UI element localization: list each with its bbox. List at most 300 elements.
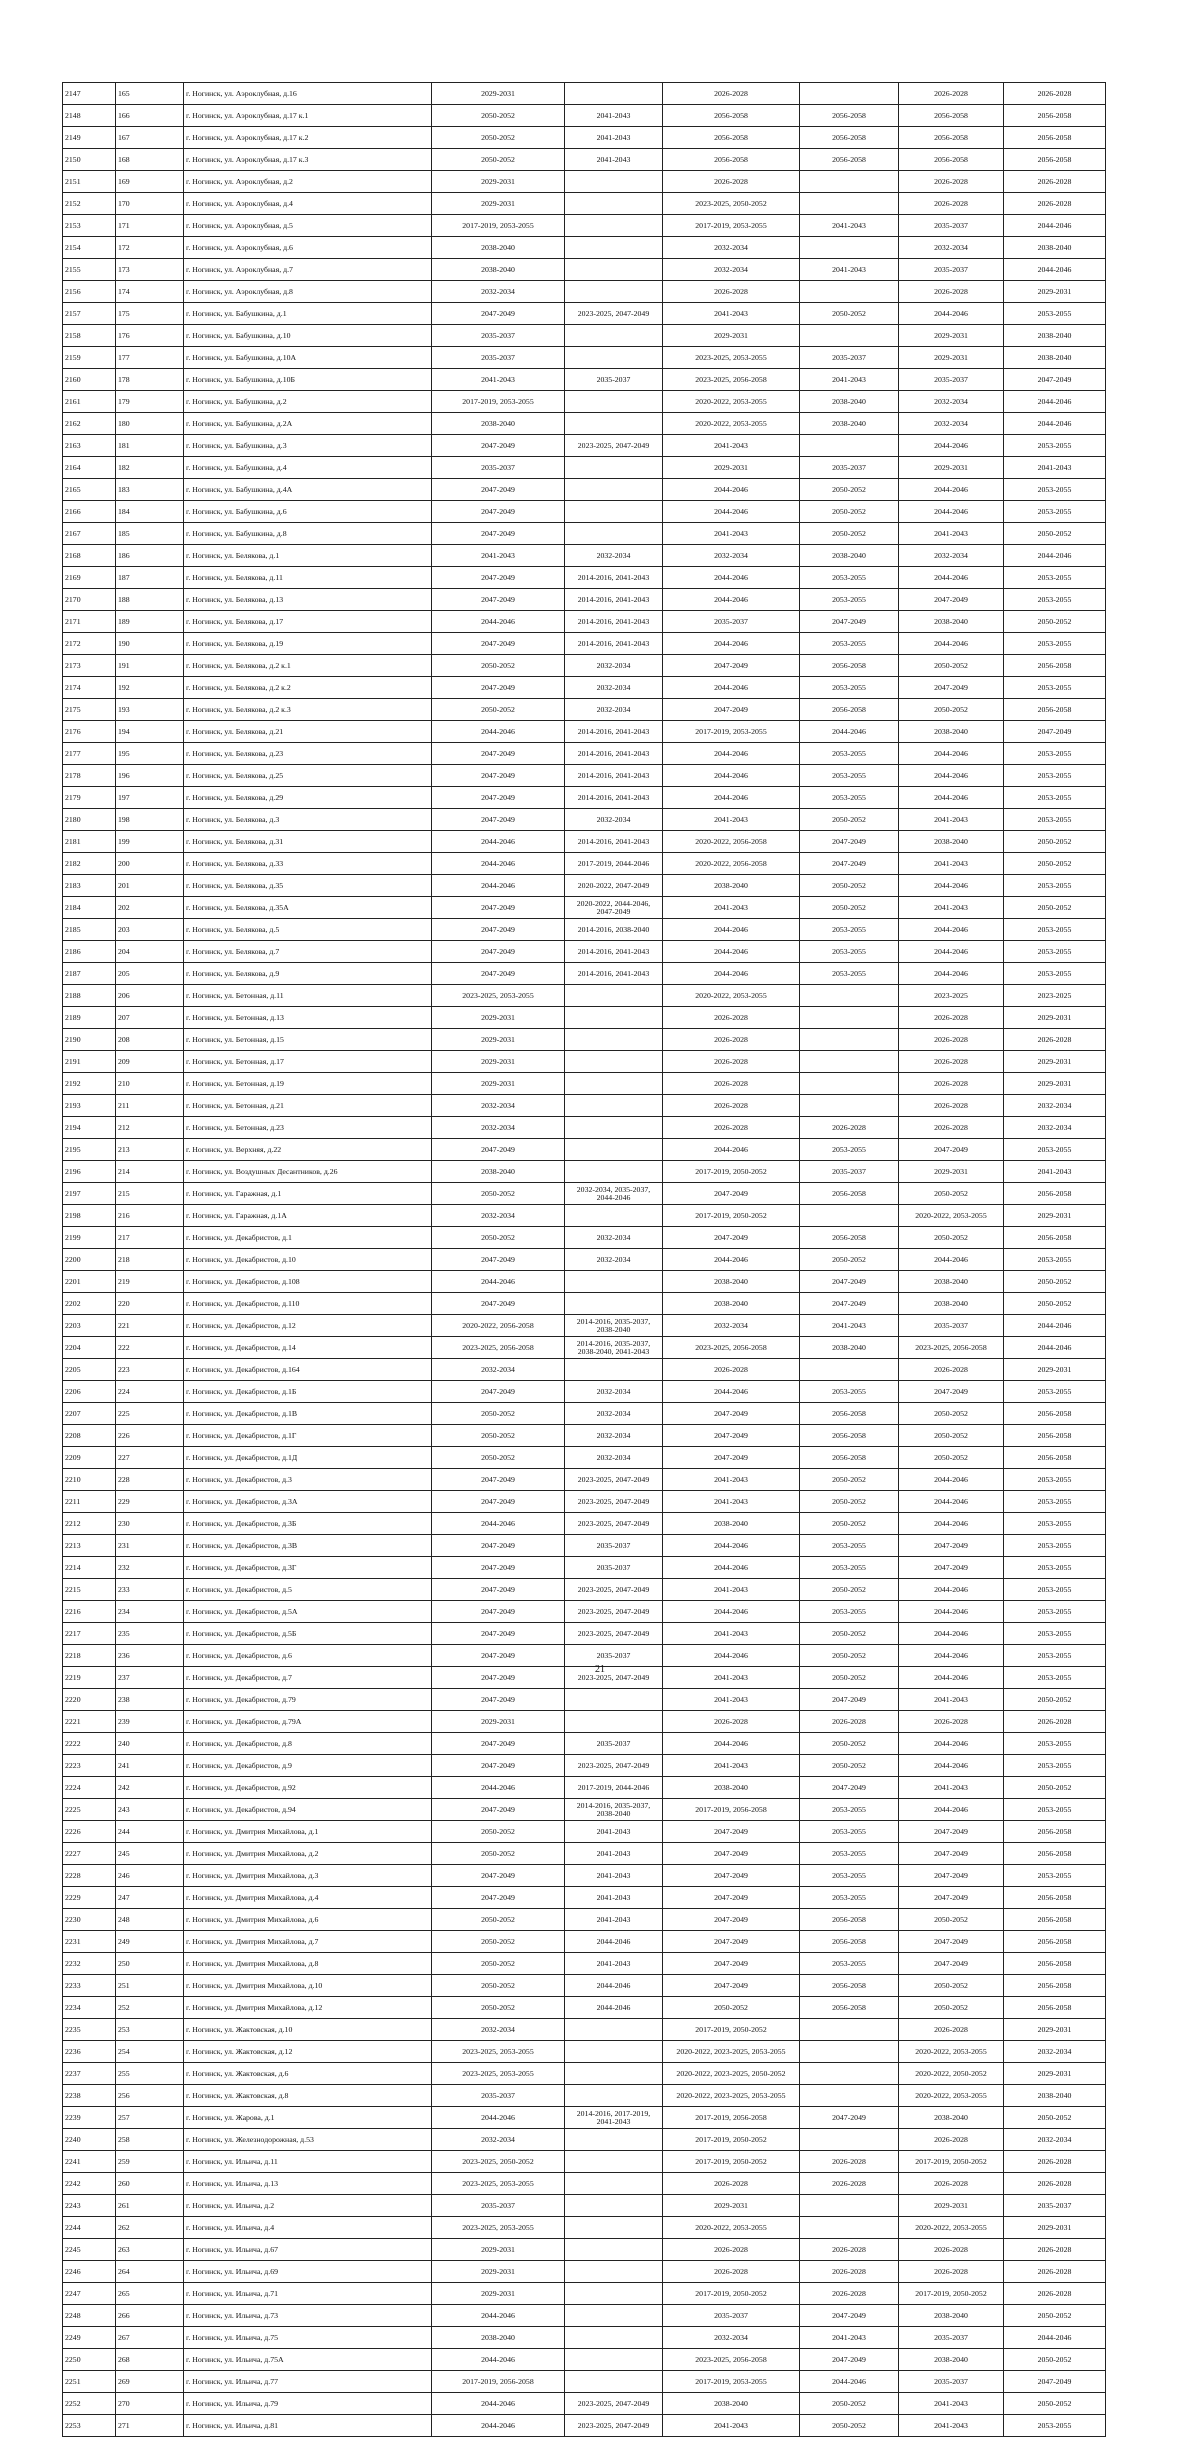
- period-3-cell: 2023-2025, 2056-2058: [663, 369, 800, 391]
- item-number-cell: 196: [116, 765, 184, 787]
- address-cell: г. Ногинск, ул. Белякова, д.2 к.3: [184, 699, 432, 721]
- period-3-cell: 2017-2019, 2050-2052: [663, 2129, 800, 2151]
- period-3-cell: 2017-2019, 2053-2055: [663, 2371, 800, 2393]
- row-number-cell: 2210: [63, 1469, 116, 1491]
- table-row: [63, 523, 1106, 545]
- row-number-cell: 2231: [63, 1931, 116, 1953]
- period-6-cell: 2032-2034: [1004, 1095, 1106, 1117]
- period-3-cell: 2044-2046: [663, 963, 800, 985]
- period-3-cell: 2032-2034: [663, 259, 800, 281]
- period-6-cell: 2023-2025: [1004, 985, 1106, 1007]
- period-6-cell: 2041-2043: [1004, 457, 1106, 479]
- table-row: [63, 2283, 1106, 2305]
- table-body: [63, 83, 1106, 2437]
- table-row: [63, 589, 1106, 611]
- item-number-cell: 239: [116, 1711, 184, 1733]
- period-6-cell: 2053-2055: [1004, 633, 1106, 655]
- row-number-cell: 2244: [63, 2217, 116, 2239]
- period-6-cell: 2050-2052: [1004, 1293, 1106, 1315]
- item-number-cell: 186: [116, 545, 184, 567]
- period-1-cell: 2050-2052: [432, 1975, 565, 1997]
- period-6-cell: 2053-2055: [1004, 1601, 1106, 1623]
- period-5-cell: 2026-2028: [899, 193, 1004, 215]
- period-1-cell: 2029-2031: [432, 193, 565, 215]
- period-2-cell: 2032-2034: [565, 1227, 663, 1249]
- period-3-cell: 2047-2049: [663, 1953, 800, 1975]
- period-4-cell: [800, 1029, 899, 1051]
- period-3-cell: 2017-2019, 2050-2052: [663, 2283, 800, 2305]
- period-2-cell: [565, 2019, 663, 2041]
- period-4-cell: 2056-2058: [800, 127, 899, 149]
- period-3-cell: 2029-2031: [663, 2195, 800, 2217]
- row-number-cell: 2246: [63, 2261, 116, 2283]
- period-1-cell: 2029-2031: [432, 2261, 565, 2283]
- item-number-cell: 237: [116, 1667, 184, 1689]
- item-number-cell: 248: [116, 1909, 184, 1931]
- table-row: [63, 1205, 1106, 1227]
- period-6-cell: 2056-2058: [1004, 127, 1106, 149]
- period-2-cell: [565, 1293, 663, 1315]
- period-4-cell: 2053-2055: [800, 1887, 899, 1909]
- period-2-cell: 2041-2043: [565, 1953, 663, 1975]
- item-number-cell: 221: [116, 1315, 184, 1337]
- period-2-cell: [565, 1007, 663, 1029]
- period-3-cell: 2038-2040: [663, 875, 800, 897]
- row-number-cell: 2207: [63, 1403, 116, 1425]
- period-4-cell: 2047-2049: [800, 831, 899, 853]
- table-row: [63, 435, 1106, 457]
- period-6-cell: 2029-2031: [1004, 2019, 1106, 2041]
- row-number-cell: 2147: [63, 83, 116, 105]
- item-number-cell: 213: [116, 1139, 184, 1161]
- period-2-cell: 2023-2025, 2047-2049: [565, 1469, 663, 1491]
- table-row: [63, 1073, 1106, 1095]
- table-row: [63, 193, 1106, 215]
- period-5-cell: 2026-2028: [899, 1007, 1004, 1029]
- item-number-cell: 264: [116, 2261, 184, 2283]
- address-cell: г. Ногинск, ул. Декабристов, д.1Б: [184, 1381, 432, 1403]
- period-4-cell: 2053-2055: [800, 677, 899, 699]
- table-row: [63, 1843, 1106, 1865]
- period-5-cell: 2026-2028: [899, 2129, 1004, 2151]
- table-row: [63, 2041, 1106, 2063]
- period-4-cell: 2047-2049: [800, 1689, 899, 1711]
- address-cell: г. Ногинск, ул. Декабристов, д.1Г: [184, 1425, 432, 1447]
- period-4-cell: 2056-2058: [800, 655, 899, 677]
- period-2-cell: 2032-2034: [565, 1381, 663, 1403]
- period-4-cell: 2041-2043: [800, 1315, 899, 1337]
- period-4-cell: 2056-2058: [800, 1997, 899, 2019]
- period-1-cell: 2047-2049: [432, 523, 565, 545]
- period-3-cell: 2044-2046: [663, 633, 800, 655]
- row-number-cell: 2222: [63, 1733, 116, 1755]
- table-row: [63, 457, 1106, 479]
- item-number-cell: 205: [116, 963, 184, 985]
- period-1-cell: 2044-2046: [432, 831, 565, 853]
- table-row: [63, 259, 1106, 281]
- item-number-cell: 209: [116, 1051, 184, 1073]
- item-number-cell: 216: [116, 1205, 184, 1227]
- period-1-cell: 2017-2019, 2053-2055: [432, 391, 565, 413]
- period-2-cell: [565, 457, 663, 479]
- row-number-cell: 2228: [63, 1865, 116, 1887]
- period-2-cell: 2014-2016, 2041-2043: [565, 963, 663, 985]
- period-3-cell: 2047-2049: [663, 1183, 800, 1205]
- period-3-cell: 2026-2028: [663, 1073, 800, 1095]
- period-2-cell: 2023-2025, 2047-2049: [565, 303, 663, 325]
- row-number-cell: 2162: [63, 413, 116, 435]
- address-cell: г. Ногинск, ул. Жарова, д.1: [184, 2107, 432, 2129]
- period-3-cell: 2047-2049: [663, 655, 800, 677]
- table-row: [63, 1271, 1106, 1293]
- period-3-cell: 2041-2043: [663, 1667, 800, 1689]
- table-row: [63, 171, 1106, 193]
- period-3-cell: 2047-2049: [663, 1821, 800, 1843]
- period-4-cell: 2026-2028: [800, 2151, 899, 2173]
- address-cell: г. Ногинск, ул. Дмитрия Михайлова, д.2: [184, 1843, 432, 1865]
- period-6-cell: 2053-2055: [1004, 919, 1106, 941]
- period-1-cell: 2023-2025, 2053-2055: [432, 2173, 565, 2195]
- period-1-cell: 2047-2049: [432, 1535, 565, 1557]
- period-4-cell: 2056-2058: [800, 1425, 899, 1447]
- period-5-cell: 2038-2040: [899, 611, 1004, 633]
- item-number-cell: 251: [116, 1975, 184, 1997]
- row-number-cell: 2192: [63, 1073, 116, 1095]
- row-number-cell: 2175: [63, 699, 116, 721]
- address-cell: г. Ногинск, ул. Аэроклубная, д.16: [184, 83, 432, 105]
- table-row: [63, 1755, 1106, 1777]
- period-2-cell: [565, 1205, 663, 1227]
- period-6-cell: 2053-2055: [1004, 1623, 1106, 1645]
- period-4-cell: [800, 1359, 899, 1381]
- period-2-cell: [565, 2239, 663, 2261]
- period-4-cell: [800, 83, 899, 105]
- address-cell: г. Ногинск, ул. Белякова, д.33: [184, 853, 432, 875]
- item-number-cell: 269: [116, 2371, 184, 2393]
- period-2-cell: [565, 2327, 663, 2349]
- table-row: [63, 1711, 1106, 1733]
- period-5-cell: 2044-2046: [899, 633, 1004, 655]
- row-number-cell: 2168: [63, 545, 116, 567]
- period-5-cell: 2038-2040: [899, 831, 1004, 853]
- period-3-cell: 2044-2046: [663, 1645, 800, 1667]
- period-5-cell: 2041-2043: [899, 523, 1004, 545]
- period-3-cell: 2047-2049: [663, 1425, 800, 1447]
- period-6-cell: 2053-2055: [1004, 963, 1106, 985]
- period-5-cell: 2026-2028: [899, 1117, 1004, 1139]
- address-cell: г. Ногинск, ул. Декабристов, д.5Б: [184, 1623, 432, 1645]
- address-cell: г. Ногинск, ул. Ильича, д.71: [184, 2283, 432, 2305]
- table-row: [63, 2415, 1106, 2437]
- item-number-cell: 215: [116, 1183, 184, 1205]
- period-5-cell: 2029-2031: [899, 325, 1004, 347]
- item-number-cell: 181: [116, 435, 184, 457]
- period-6-cell: 2050-2052: [1004, 2305, 1106, 2327]
- address-cell: г. Ногинск, ул. Бабушкина, д.1: [184, 303, 432, 325]
- period-5-cell: 2032-2034: [899, 545, 1004, 567]
- period-3-cell: 2026-2028: [663, 1359, 800, 1381]
- period-4-cell: 2053-2055: [800, 765, 899, 787]
- item-number-cell: 234: [116, 1601, 184, 1623]
- period-4-cell: 2050-2052: [800, 1249, 899, 1271]
- period-2-cell: [565, 985, 663, 1007]
- period-4-cell: 2047-2049: [800, 1271, 899, 1293]
- period-5-cell: 2032-2034: [899, 413, 1004, 435]
- period-2-cell: [565, 2349, 663, 2371]
- period-4-cell: 2053-2055: [800, 1953, 899, 1975]
- period-6-cell: 2044-2046: [1004, 259, 1106, 281]
- item-number-cell: 231: [116, 1535, 184, 1557]
- period-4-cell: 2026-2028: [800, 2261, 899, 2283]
- period-4-cell: 2050-2052: [800, 479, 899, 501]
- period-3-cell: 2017-2019, 2050-2052: [663, 2151, 800, 2173]
- period-5-cell: 2038-2040: [899, 2349, 1004, 2371]
- period-3-cell: 2047-2049: [663, 699, 800, 721]
- period-4-cell: [800, 1051, 899, 1073]
- period-2-cell: [565, 237, 663, 259]
- table-row: [63, 1315, 1106, 1337]
- period-3-cell: 2044-2046: [663, 1733, 800, 1755]
- period-6-cell: 2044-2046: [1004, 1315, 1106, 1337]
- address-cell: г. Ногинск, ул. Гаражная, д.1: [184, 1183, 432, 1205]
- period-5-cell: 2041-2043: [899, 853, 1004, 875]
- period-2-cell: [565, 2173, 663, 2195]
- row-number-cell: 2251: [63, 2371, 116, 2393]
- period-2-cell: 2014-2016, 2041-2043: [565, 589, 663, 611]
- period-6-cell: 2026-2028: [1004, 1711, 1106, 1733]
- period-4-cell: 2026-2028: [800, 1711, 899, 1733]
- period-5-cell: 2026-2028: [899, 2173, 1004, 2195]
- period-4-cell: 2053-2055: [800, 1535, 899, 1557]
- row-number-cell: 2155: [63, 259, 116, 281]
- period-2-cell: 2041-2043: [565, 1821, 663, 1843]
- period-5-cell: 2032-2034: [899, 391, 1004, 413]
- period-1-cell: 2044-2046: [432, 2415, 565, 2437]
- table-row: [63, 985, 1106, 1007]
- period-2-cell: [565, 325, 663, 347]
- period-2-cell: 2035-2037: [565, 1733, 663, 1755]
- period-2-cell: 2032-2034: [565, 1249, 663, 1271]
- item-number-cell: 261: [116, 2195, 184, 2217]
- address-cell: г. Ногинск, ул. Декабристов, д.79А: [184, 1711, 432, 1733]
- row-number-cell: 2247: [63, 2283, 116, 2305]
- period-6-cell: 2053-2055: [1004, 1645, 1106, 1667]
- period-6-cell: 2038-2040: [1004, 347, 1106, 369]
- period-1-cell: 2038-2040: [432, 237, 565, 259]
- table-row: [63, 919, 1106, 941]
- address-cell: г. Ногинск, ул. Ильича, д.75: [184, 2327, 432, 2349]
- period-1-cell: 2047-2049: [432, 1491, 565, 1513]
- period-5-cell: 2026-2028: [899, 1051, 1004, 1073]
- period-3-cell: 2020-2022, 2023-2025, 2050-2052: [663, 2063, 800, 2085]
- item-number-cell: 208: [116, 1029, 184, 1051]
- item-number-cell: 224: [116, 1381, 184, 1403]
- table-row: [63, 105, 1106, 127]
- period-1-cell: 2041-2043: [432, 545, 565, 567]
- period-4-cell: [800, 2019, 899, 2041]
- item-number-cell: 263: [116, 2239, 184, 2261]
- item-number-cell: 270: [116, 2393, 184, 2415]
- period-3-cell: 2026-2028: [663, 83, 800, 105]
- item-number-cell: 271: [116, 2415, 184, 2437]
- address-cell: г. Ногинск, ул. Бабушкина, д.2: [184, 391, 432, 413]
- address-cell: г. Ногинск, ул. Белякова, д.23: [184, 743, 432, 765]
- row-number-cell: 2169: [63, 567, 116, 589]
- period-6-cell: 2053-2055: [1004, 1139, 1106, 1161]
- table-row: [63, 1865, 1106, 1887]
- address-cell: г. Ногинск, ул. Бабушкина, д.10А: [184, 347, 432, 369]
- address-cell: г. Ногинск, ул. Аэроклубная, д.17 к.3: [184, 149, 432, 171]
- row-number-cell: 2237: [63, 2063, 116, 2085]
- address-cell: г. Ногинск, ул. Декабристов, д.94: [184, 1799, 432, 1821]
- table-row: [63, 1557, 1106, 1579]
- period-6-cell: 2053-2055: [1004, 501, 1106, 523]
- period-1-cell: 2032-2034: [432, 2129, 565, 2151]
- item-number-cell: 202: [116, 897, 184, 919]
- row-number-cell: 2193: [63, 1095, 116, 1117]
- address-cell: г. Ногинск, ул. Белякова, д.19: [184, 633, 432, 655]
- row-number-cell: 2157: [63, 303, 116, 325]
- period-6-cell: 2053-2055: [1004, 1513, 1106, 1535]
- table-row: [63, 567, 1106, 589]
- period-2-cell: [565, 1095, 663, 1117]
- address-cell: г. Ногинск, ул. Декабристов, д.5А: [184, 1601, 432, 1623]
- address-cell: г. Ногинск, ул. Жактовская, д.12: [184, 2041, 432, 2063]
- row-number-cell: 2176: [63, 721, 116, 743]
- period-4-cell: 2056-2058: [800, 1227, 899, 1249]
- row-number-cell: 2230: [63, 1909, 116, 1931]
- period-1-cell: 2044-2046: [432, 1271, 565, 1293]
- item-number-cell: 187: [116, 567, 184, 589]
- period-1-cell: 2047-2049: [432, 963, 565, 985]
- table-row: [63, 611, 1106, 633]
- period-3-cell: 2017-2019, 2056-2058: [663, 2107, 800, 2129]
- address-cell: г. Ногинск, ул. Бетонная, д.21: [184, 1095, 432, 1117]
- period-3-cell: 2044-2046: [663, 1535, 800, 1557]
- period-5-cell: 2044-2046: [899, 941, 1004, 963]
- table-row: [63, 369, 1106, 391]
- period-4-cell: [800, 2085, 899, 2107]
- period-3-cell: 2026-2028: [663, 2261, 800, 2283]
- period-6-cell: 2044-2046: [1004, 215, 1106, 237]
- period-3-cell: 2038-2040: [663, 1777, 800, 1799]
- row-number-cell: 2170: [63, 589, 116, 611]
- period-5-cell: 2044-2046: [899, 787, 1004, 809]
- period-4-cell: 2053-2055: [800, 1865, 899, 1887]
- period-2-cell: [565, 2305, 663, 2327]
- row-number-cell: 2161: [63, 391, 116, 413]
- period-4-cell: 2050-2052: [800, 1645, 899, 1667]
- table-row: [63, 633, 1106, 655]
- address-cell: г. Ногинск, ул. Декабристов, д.110: [184, 1293, 432, 1315]
- row-number-cell: 2196: [63, 1161, 116, 1183]
- row-number-cell: 2219: [63, 1667, 116, 1689]
- period-6-cell: 2026-2028: [1004, 193, 1106, 215]
- period-6-cell: 2050-2052: [1004, 1777, 1106, 1799]
- period-4-cell: [800, 171, 899, 193]
- period-4-cell: 2047-2049: [800, 2107, 899, 2129]
- table-row: [63, 1183, 1106, 1205]
- row-number-cell: 2179: [63, 787, 116, 809]
- period-1-cell: 2038-2040: [432, 259, 565, 281]
- table-row: [63, 479, 1106, 501]
- row-number-cell: 2238: [63, 2085, 116, 2107]
- period-6-cell: 2026-2028: [1004, 2239, 1106, 2261]
- period-3-cell: 2038-2040: [663, 1293, 800, 1315]
- row-number-cell: 2224: [63, 1777, 116, 1799]
- period-6-cell: 2050-2052: [1004, 853, 1106, 875]
- period-2-cell: 2032-2034: [565, 1425, 663, 1447]
- period-3-cell: 2023-2025, 2056-2058: [663, 1337, 800, 1359]
- period-4-cell: 2047-2049: [800, 1293, 899, 1315]
- period-3-cell: 2044-2046: [663, 1557, 800, 1579]
- row-number-cell: 2243: [63, 2195, 116, 2217]
- table-row: [63, 83, 1106, 105]
- period-3-cell: 2017-2019, 2056-2058: [663, 1799, 800, 1821]
- period-6-cell: 2053-2055: [1004, 1667, 1106, 1689]
- period-2-cell: 2023-2025, 2047-2049: [565, 1601, 663, 1623]
- period-5-cell: 2047-2049: [899, 1139, 1004, 1161]
- row-number-cell: 2232: [63, 1953, 116, 1975]
- table-row: [63, 1139, 1106, 1161]
- period-5-cell: 2047-2049: [899, 1557, 1004, 1579]
- period-3-cell: 2017-2019, 2050-2052: [663, 1205, 800, 1227]
- item-number-cell: 238: [116, 1689, 184, 1711]
- period-1-cell: 2044-2046: [432, 2349, 565, 2371]
- period-4-cell: 2026-2028: [800, 2239, 899, 2261]
- period-2-cell: 2032-2034: [565, 545, 663, 567]
- period-6-cell: 2026-2028: [1004, 2151, 1106, 2173]
- table-row: [63, 2173, 1106, 2195]
- period-2-cell: [565, 523, 663, 545]
- period-3-cell: 2029-2031: [663, 325, 800, 347]
- item-number-cell: 262: [116, 2217, 184, 2239]
- address-cell: г. Ногинск, ул. Жактовская, д.8: [184, 2085, 432, 2107]
- period-1-cell: 2050-2052: [432, 1997, 565, 2019]
- period-5-cell: 2047-2049: [899, 1865, 1004, 1887]
- period-3-cell: 2047-2049: [663, 1227, 800, 1249]
- row-number-cell: 2218: [63, 1645, 116, 1667]
- period-4-cell: 2047-2049: [800, 2305, 899, 2327]
- period-5-cell: 2026-2028: [899, 83, 1004, 105]
- item-number-cell: 233: [116, 1579, 184, 1601]
- row-number-cell: 2209: [63, 1447, 116, 1469]
- row-number-cell: 2240: [63, 2129, 116, 2151]
- period-5-cell: 2044-2046: [899, 567, 1004, 589]
- period-4-cell: [800, 985, 899, 1007]
- period-4-cell: [800, 325, 899, 347]
- item-number-cell: 250: [116, 1953, 184, 1975]
- item-number-cell: 170: [116, 193, 184, 215]
- period-6-cell: 2044-2046: [1004, 1337, 1106, 1359]
- period-4-cell: 2053-2055: [800, 589, 899, 611]
- period-5-cell: 2044-2046: [899, 875, 1004, 897]
- period-2-cell: 2014-2016, 2041-2043: [565, 611, 663, 633]
- table-row: [63, 2261, 1106, 2283]
- row-number-cell: 2181: [63, 831, 116, 853]
- period-6-cell: 2047-2049: [1004, 2371, 1106, 2393]
- period-1-cell: 2047-2049: [432, 1865, 565, 1887]
- item-number-cell: 254: [116, 2041, 184, 2063]
- item-number-cell: 268: [116, 2349, 184, 2371]
- period-1-cell: 2047-2049: [432, 1755, 565, 1777]
- period-4-cell: [800, 281, 899, 303]
- period-3-cell: 2044-2046: [663, 677, 800, 699]
- period-1-cell: 2047-2049: [432, 1733, 565, 1755]
- period-6-cell: 2056-2058: [1004, 1975, 1106, 1997]
- row-number-cell: 2208: [63, 1425, 116, 1447]
- period-2-cell: 2020-2022, 2044-2046, 2047-2049: [565, 897, 663, 919]
